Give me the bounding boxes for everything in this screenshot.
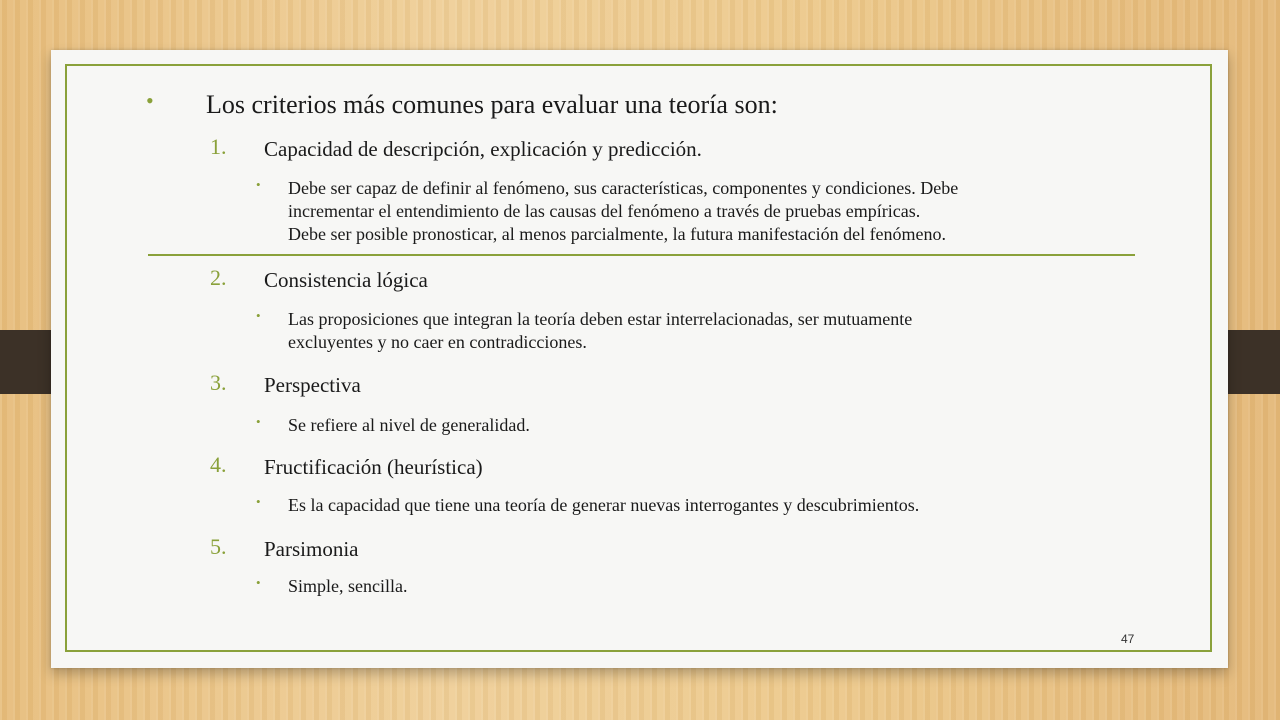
slide-paper <box>51 50 1228 668</box>
detail-line: Es la capacidad que tiene una teoría de generar nuevas interrogantes y descubrimientos. <box>288 495 920 515</box>
detail-line: Simple, sencilla. <box>288 576 408 596</box>
detail-line: Debe ser capaz de definir al fenómeno, sus características, componentes y condiciones. Debe <box>288 178 959 198</box>
criterion-title: Consistencia lógica <box>264 268 428 292</box>
criterion-title: Capacidad de descripción, explicación y predicción. <box>264 137 702 161</box>
criterion-number: 4. <box>210 452 227 477</box>
criterion-detail <box>288 308 912 354</box>
criterion-detail <box>288 575 407 598</box>
criterion-number: 2. <box>210 265 227 290</box>
slide-heading: Los criterios más comunes para evaluar una teoría son: <box>206 90 778 119</box>
criterion-number: 1. <box>210 134 227 159</box>
criterion-title: Parsimonia <box>264 537 359 561</box>
criterion-number: 5. <box>210 534 227 559</box>
sub-bullet-icon: • <box>256 575 261 590</box>
sub-bullet-icon: • <box>256 414 261 429</box>
criterion-detail <box>288 494 919 517</box>
page-number: 47 <box>1121 632 1135 646</box>
detail-line: excluyentes y no caer en contradicciones. <box>288 332 587 352</box>
criterion-title: Fructificación (heurística) <box>264 455 483 479</box>
sub-bullet-icon: • <box>256 494 261 509</box>
criterion-title: Perspectiva <box>264 373 361 397</box>
criterion-number: 3. <box>210 370 227 395</box>
detail-line: Las proposiciones que integran la teoría deben estar interrelacionadas, ser mutuamente <box>288 309 913 329</box>
detail-line: incrementar el entendimiento de las causas del fenómeno a través de pruebas empíricas. <box>288 201 921 221</box>
main-bullet-icon: • <box>146 88 154 113</box>
sub-bullet-icon: • <box>256 308 261 323</box>
criterion-detail <box>288 177 958 246</box>
detail-line: Se refiere al nivel de generalidad. <box>288 415 530 435</box>
sub-bullet-icon: • <box>256 177 261 192</box>
green-divider-line <box>148 254 1135 256</box>
detail-line: Debe ser posible pronosticar, al menos parcialmente, la futura manifestación del fenómeno. <box>288 224 947 244</box>
criterion-detail <box>288 414 530 437</box>
